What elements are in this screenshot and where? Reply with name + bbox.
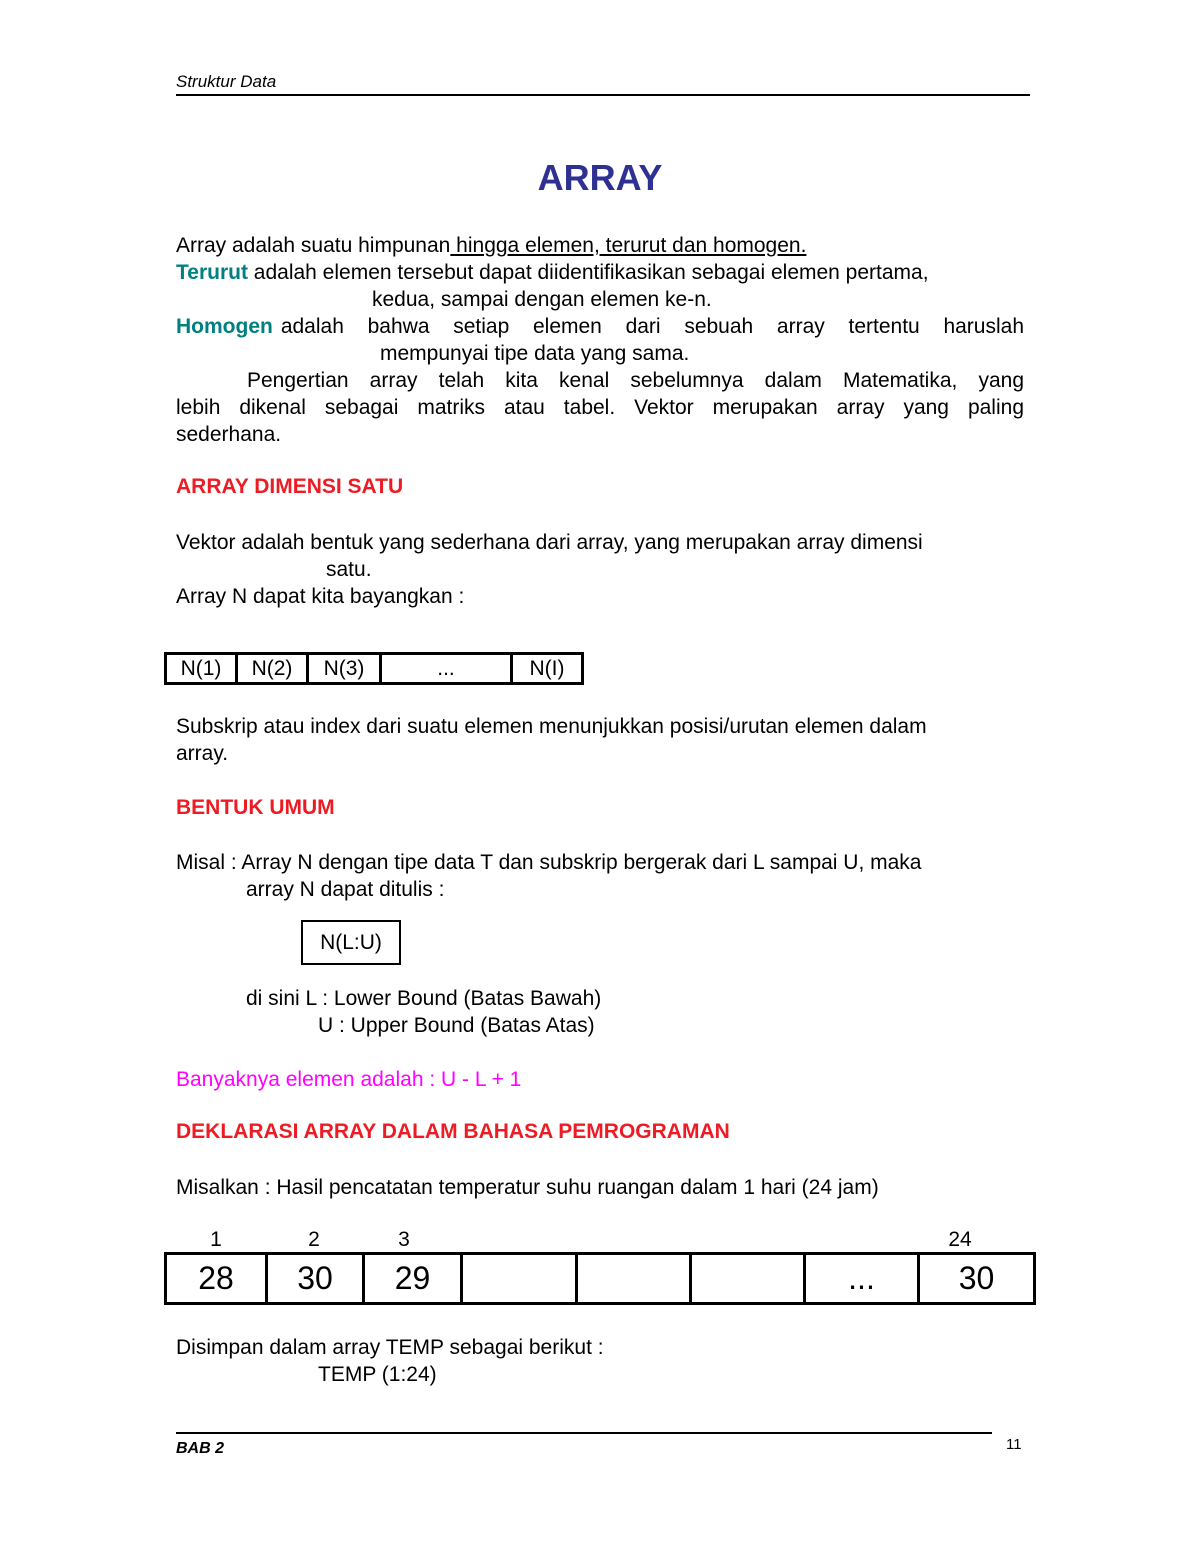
general-form-box: N(L:U): [301, 920, 401, 965]
section-heading-deklarasi: DEKLARASI ARRAY DALAM BAHASA PEMROGRAMAN: [176, 1120, 730, 1143]
temp-cell: 28: [167, 1255, 268, 1302]
temp-cell: 30: [958, 1260, 995, 1296]
misalkan-line: Misalkan : Hasil pencatatan temperatur suhu ruangan dalam 1 hari (24 jam): [176, 1176, 879, 1199]
page-number: 11: [1006, 1436, 1022, 1453]
vektor-line: Vektor adalah bentuk yang sederhana dari array, yang merupakan array dimensi: [176, 531, 923, 554]
homogen-continuation: mempunyai tipe data yang sama.: [380, 342, 690, 365]
temp-cell: 29: [365, 1255, 463, 1302]
temp-index-label: 2: [308, 1228, 320, 1251]
temp-ellipsis-cell: ...: [806, 1255, 920, 1302]
temp-index-label: 3: [398, 1228, 410, 1251]
homogen-term: Homogen: [176, 315, 273, 338]
array-n-cell: N(I): [529, 656, 565, 680]
terurut-term: Terurut: [176, 261, 248, 284]
temp-index-label: 1: [210, 1228, 222, 1251]
paragraph-line-3: sederhana.: [176, 423, 282, 446]
definition-lead: Array adalah suatu himpunan: [176, 234, 451, 257]
temp-cell: [463, 1255, 578, 1302]
terurut-continuation: kedua, sampai dengan elemen ke-n.: [372, 288, 712, 311]
temp-index-label: 24: [948, 1228, 972, 1251]
misal-continuation: array N dapat ditulis :: [246, 878, 445, 901]
footer-rule: [176, 1432, 992, 1434]
lower-bound-line: di sini L : Lower Bound (Batas Bawah): [246, 987, 602, 1010]
temp-cell: [578, 1255, 692, 1302]
temp-cell: [692, 1255, 806, 1302]
array-n-diagram: [164, 652, 584, 685]
array-n-cell: N(3): [309, 655, 382, 682]
paragraph-line-2: lebih dikenal sebagai matriks atau tabel. Vektor merupakan array yang paling: [176, 396, 1024, 419]
misal-line: Misal : Array N dengan tipe data T dan subskrip bergerak dari L sampai U, maka: [176, 851, 922, 874]
section-heading-bentuk-umum: BENTUK UMUM: [176, 796, 335, 819]
terurut-line: [176, 259, 929, 286]
homogen-line: [176, 313, 1024, 340]
terurut-definition: adalah elemen tersebut dapat diidentifikasikan sebagai elemen pertama,: [247, 261, 929, 284]
chapter-label: BAB 2: [176, 1440, 225, 1457]
temp-declaration: TEMP (1:24): [318, 1363, 437, 1386]
array-n-ellipsis-cell: ...: [382, 655, 513, 682]
array-n-cell: N(1): [167, 655, 238, 682]
array-n-line: Array N dapat kita bayangkan :: [176, 585, 465, 608]
paragraph-line-1: Pengertian array telah kita kenal sebelumnya dalam Matematika, yang: [247, 369, 1024, 392]
homogen-definition: adalah bahwa setiap elemen dari sebuah array tertentu haruslah: [280, 315, 1024, 338]
temp-array-diagram: [164, 1252, 1036, 1305]
temp-cell: 30: [268, 1255, 365, 1302]
subscript-line: Subskrip atau index dari suatu elemen menunjukkan posisi/urutan elemen dalam: [176, 715, 927, 738]
vektor-continuation: satu.: [326, 558, 372, 581]
page-title: ARRAY: [537, 157, 663, 198]
definition-underlined: hingga elemen, terurut dan homogen.: [450, 234, 807, 257]
running-header: Struktur Data: [176, 72, 277, 91]
element-count-formula: Banyaknya elemen adalah : U - L + 1: [176, 1068, 522, 1091]
store-line: Disimpan dalam array TEMP sebagai berikut :: [176, 1336, 604, 1359]
upper-bound-line: U : Upper Bound (Batas Atas): [318, 1014, 595, 1037]
array-n-cell: N(2): [238, 655, 309, 682]
subscript-continuation: array.: [176, 742, 229, 765]
section-heading-array-dimensi-satu: ARRAY DIMENSI SATU: [176, 475, 404, 498]
header-rule: [176, 94, 1030, 96]
definition-line: [176, 232, 806, 259]
